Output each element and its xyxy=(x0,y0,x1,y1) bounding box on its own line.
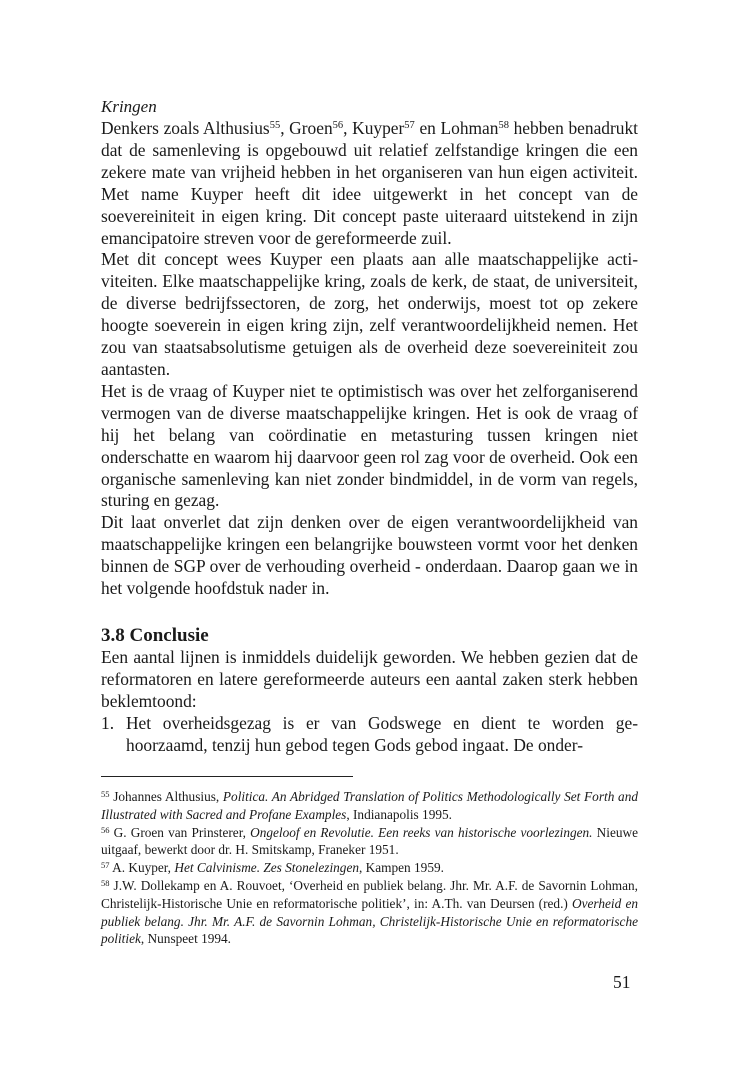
list-item xyxy=(101,713,638,757)
footnotes xyxy=(101,788,638,948)
main-text xyxy=(101,118,638,600)
footnote-number: 56 xyxy=(101,824,110,835)
page-body xyxy=(101,96,638,756)
footnote-title: Ongeloof en Revolutie. Een reeks van historische voorlezingen. xyxy=(250,824,593,840)
paragraph-text: hebben benadrukt dat de samenleving is opgebouwd uit relatief zelfstandige kringen die een zekere mate van vrijheid hebben in het organiseren van hun eigen activiteit. Met name Kuyper heeft dit idee uitgewerkt in het concept van de soevereiniteit in eigen kring. Dit concept paste uiteraard uitstekend in zijn emancipatoire streven voor de gereformeerde zuil. xyxy=(101,118,638,248)
footnote-ref-55: 55 xyxy=(269,120,281,131)
section-title: 3.8 Conclusie xyxy=(101,624,209,646)
footnote-55 xyxy=(101,788,638,824)
list-item-text: Het overheidsgezag is er van Godswege en dient te worden gehoorzaamd, tenzij hun gebod tegen Gods gebod ingaat. De onder- xyxy=(126,712,638,755)
section-body xyxy=(101,647,638,757)
footnote-number: 57 xyxy=(101,860,110,871)
paragraph-2: Met dit concept wees Kuyper een plaats aan alle maatschappelijke activiteiten. Elke maatschappelijke kring, zoals de kerk, de staat, de universiteit, de diverse bedrijfssectoren, de zorg, het onderwijs, moest tot op zekere hoogte soeverein in eigen kring zijn, zelf verantwoordelijkheid nemen. Het zou van staatsabsolutisme getuigen als de overheid deze soevereiniteit zou aantasten. xyxy=(101,249,638,379)
footnote-divider xyxy=(101,776,353,777)
footnote-56 xyxy=(101,824,638,860)
footnote-text: J.W. Dollekamp en A. Rouvoet, ‘Overheid en publiek belang. Jhr. Mr. A.F. de Savornin Lohman, Christelijk-Historische Unie en reformatorische politiek’, in: A.Th. van Deursen (red.) xyxy=(101,877,638,911)
footnote-text: , Nunspeet 1994. xyxy=(140,931,232,947)
paragraph-text: , Kuyper xyxy=(343,118,405,138)
footnote-title: Overheid en publiek belang. Jhr. Mr. A.F. de Savornin Lohman, Christelijk-Historische Unie en reformatorische politiek xyxy=(101,895,638,947)
footnote-ref-58: 58 xyxy=(498,120,509,131)
footnote-ref-56: 56 xyxy=(332,120,344,131)
footnote-text: A. Kuyper, xyxy=(109,860,175,876)
paragraph-text: en Lohman xyxy=(414,118,499,138)
paragraph-text: , Groen xyxy=(280,118,333,138)
footnote-ref-57: 57 xyxy=(404,120,415,131)
paragraph-3: Het is de vraag of Kuyper niet te optimistisch was over het zelforganiserend vermogen van de diverse maatschappelijke kringen. Het is ook de vraag of hij het belang van coördinatie en metasturing tussen kringen niet onderschatte en waarom hij daarvoor geen rol zag voor de overheid. Ook een organische samenleving kan niet zonder bindmiddel, in de vorm van regels, sturing en gezag. xyxy=(101,380,638,511)
paragraph-1 xyxy=(101,118,638,249)
page-number: 51 xyxy=(613,972,631,992)
list-item-number: 1. xyxy=(101,712,115,733)
footnote-text: , Kampen 1959. xyxy=(359,860,444,876)
footnote-text: , Indianapolis 1995. xyxy=(346,806,452,822)
footnote-57 xyxy=(101,859,638,877)
footnote-58 xyxy=(101,877,638,948)
footnote-title: Politica. An Abridged Translation of Politics Methodologically Set Forth and Illustrated with Sacred and Profane Examples xyxy=(101,789,638,822)
footnote-text: Nieuwe uitgaaf, bewerkt door dr. H. Smitskamp, Franeker 1951. xyxy=(101,824,638,858)
section-intro: Een aantal lijnen is inmiddels duidelijk geworden. We hebben gezien dat de reformatoren en latere gereformeerde auteurs een aantal zaken sterk hebben beklemtoond: xyxy=(101,646,638,711)
subheading: Kringen xyxy=(101,97,157,116)
paragraph-4: Dit laat onverlet dat zijn denken over de eigen verantwoordelijkheid van maatschappelijke kringen een belangrijke bouwsteen vormt voor het denken binnen de SGP over de verhouding overheid - onderdaan. Daarop gaan we in het volgende hoofdstuk nader in. xyxy=(101,512,638,599)
paragraph-text: Denkers zoals Althusius xyxy=(101,118,270,138)
footnote-number: 55 xyxy=(101,789,110,799)
footnote-text: G. Groen van Prinsterer, xyxy=(109,824,251,840)
footnote-number: 58 xyxy=(101,877,110,888)
footnote-text: Johannes Althusius, xyxy=(109,789,223,804)
footnote-title: Het Calvinisme. Zes Stonelezingen xyxy=(174,860,359,876)
